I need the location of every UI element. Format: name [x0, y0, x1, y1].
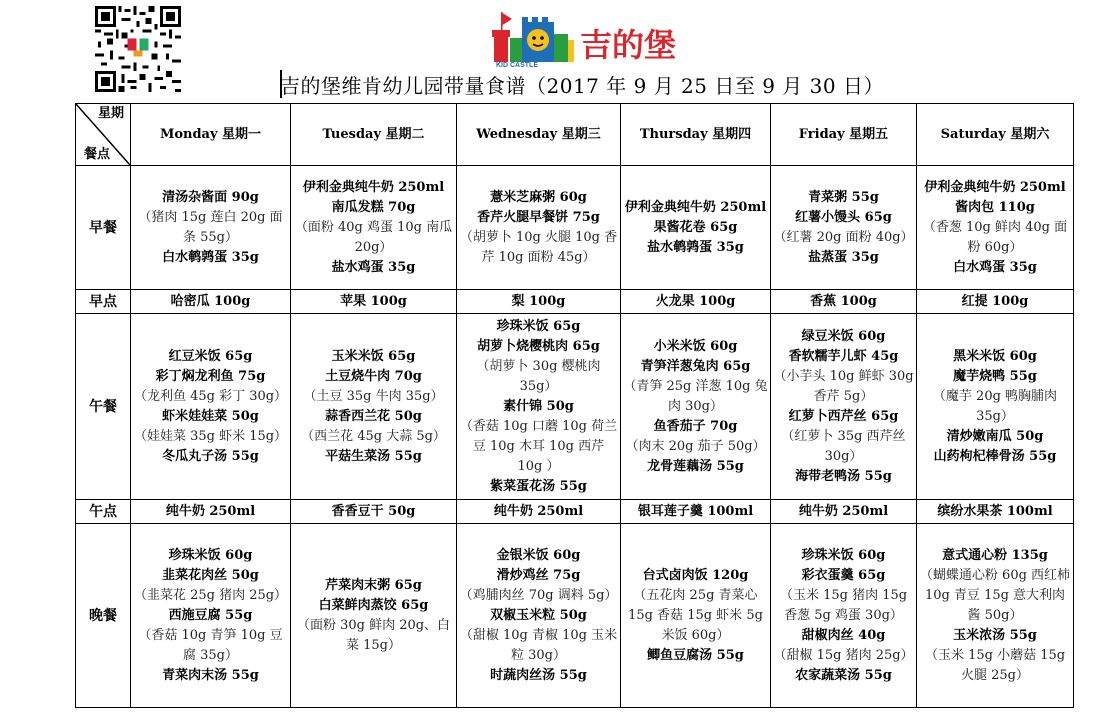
- dish-name: 山药枸杞棒骨汤 55g: [933, 448, 1057, 464]
- menu-cell: [771, 166, 917, 290]
- dish-ingredients: （红薯 20g 面粉 40g）: [773, 229, 914, 245]
- dish-ingredients: （鸡脯肉丝 70g 调料 5g）: [459, 587, 618, 603]
- dish-name: 青菜肉末汤 55g: [162, 667, 259, 683]
- menu-cell: [457, 314, 621, 500]
- dish-ingredients: （魔芋 20g 鸭胸脯肉 35g）: [932, 388, 1058, 424]
- dish-ingredients: （韭菜花 25g 猪肉 25g）: [133, 587, 288, 603]
- dish-name: 青笋洋葱兔肉 65g: [640, 358, 751, 374]
- dish-ingredients: （香葱 10g 鲜肉 40g 面粉 60g）: [922, 219, 1068, 255]
- page-title: 吉的堡维肯幼儿园带量食谱（2017 年 9 月 25 日至 9 月 30 日）: [280, 74, 884, 98]
- dish-name: 青菜粥 55g: [808, 189, 879, 205]
- dish-name: 滑炒鸡丝 75g: [496, 567, 581, 583]
- meal-row-dinner: [76, 524, 1074, 708]
- dish-name: 平菇生菜汤 55g: [325, 448, 422, 464]
- corner-meal-label: 餐点: [84, 147, 111, 162]
- menu-cell: [457, 166, 621, 290]
- dish-name: 小米米饭 60g: [653, 338, 738, 354]
- day-header: Friday 星期五: [771, 104, 917, 166]
- menu-cell: 香香豆干 50g: [291, 500, 457, 524]
- dish-name: 西施豆腐 55g: [168, 607, 253, 623]
- dish-name: 芹菜肉末粥 65g: [325, 577, 422, 593]
- menu-cell: 火龙果 100g: [621, 290, 771, 314]
- menu-cell: 纯牛奶 250ml: [131, 500, 291, 524]
- menu-cell: [917, 314, 1074, 500]
- dish-name: 盐水鸡蛋 35g: [331, 259, 416, 275]
- dish-name: 白水鹌鹑蛋 35g: [162, 249, 259, 265]
- dish-name: 意式通心粉 135g: [942, 547, 1048, 563]
- dish-name: 金银米饭 60g: [496, 547, 581, 563]
- dish-name: 鲫鱼豆腐汤 55g: [647, 647, 744, 663]
- dish-name: 时蔬肉丝汤 55g: [490, 667, 587, 683]
- menu-cell: 红提 100g: [917, 290, 1074, 314]
- dish-name: 南瓜发糕 70g: [331, 199, 416, 215]
- menu-cell: [457, 524, 621, 708]
- menu-cell: [621, 524, 771, 708]
- logo-subtitle: KID CASTLE: [496, 62, 538, 68]
- menu-cell: 缤纷水果茶 100ml: [917, 500, 1074, 524]
- dish-ingredients: （面粉 40g 鸡蛋 10g 南瓜 20g）: [294, 219, 453, 255]
- dish-name: 双椒玉米粒 50g: [490, 607, 587, 623]
- dish-name: 土豆烧牛肉 70g: [325, 368, 422, 384]
- dish-ingredients: （面粉 30g 鲜肉 20g、白菜 15g）: [296, 617, 451, 653]
- dish-ingredients: （玉米 15g 小蘑菇 15g 火腿 25g）: [924, 647, 1066, 683]
- dish-name: 胡萝卜烧樱桃肉 65g: [477, 338, 600, 354]
- dish-ingredients: （西兰花 45g 大蒜 5g）: [301, 428, 446, 444]
- dish-name: 玉米浓汤 55g: [953, 627, 1037, 643]
- dish-name: 红薯小馒头 65g: [795, 209, 892, 225]
- dish-name: 黑米米饭 60g: [953, 348, 1037, 364]
- meal-label: 午点: [76, 500, 131, 524]
- dish-ingredients: （龙利鱼 45g 彩丁 30g）: [133, 388, 288, 404]
- dish-name: 彩衣蛋羹 65g: [801, 567, 886, 583]
- menu-cell: [131, 524, 291, 708]
- dish-name: 白水鸡蛋 35g: [953, 259, 1037, 275]
- dish-name: 鱼香茄子 70g: [653, 418, 738, 434]
- day-header: Monday 星期一: [131, 104, 291, 166]
- dish-ingredients: （小芋头 10g 鲜虾 30g 香芹 5g）: [773, 368, 914, 404]
- dish-name: 伊利金典纯牛奶 250ml: [302, 179, 445, 195]
- qr-code: [95, 6, 181, 92]
- menu-cell: 纯牛奶 250ml: [771, 500, 917, 524]
- dish-name: 酱肉包 110g: [955, 199, 1035, 215]
- dish-ingredients: （玉米 15g 猪肉 15g 香葱 5g 鸡蛋 30g）: [779, 587, 908, 623]
- dish-ingredients: （土豆 35g 牛肉 35g）: [303, 388, 444, 404]
- dish-ingredients: （肉末 20g 茄子 50g）: [625, 438, 766, 454]
- dish-name: 台式卤肉饭 120g: [642, 567, 749, 583]
- dish-ingredients: （胡萝卜 10g 火腿 10g 香芹 10g 面粉 45g）: [459, 229, 618, 265]
- day-header: Tuesday 星期二: [291, 104, 457, 166]
- dish-name: 红豆米饭 65g: [168, 348, 253, 364]
- dish-name: 龙骨莲藕汤 55g: [647, 458, 744, 474]
- meal-row-breakfast: [76, 166, 1074, 290]
- dish-ingredients: （五花肉 25g 青菜心 15g 香菇 15g 虾米 5g 米饭 60g）: [628, 587, 763, 643]
- menu-table: [75, 103, 1074, 708]
- dish-name: 红萝卜西芹丝 65g: [788, 408, 899, 424]
- menu-cell: 苹果 100g: [291, 290, 457, 314]
- dish-name: 薏米芝麻粥 60g: [490, 189, 587, 205]
- dish-name: 魔芋烧鸭 55g: [953, 368, 1037, 384]
- menu-cell: 哈密瓜 100g: [131, 290, 291, 314]
- menu-cell: [131, 314, 291, 500]
- dish-name: 素什锦 50g: [503, 398, 574, 414]
- dish-name: 韭菜花肉丝 50g: [162, 567, 259, 583]
- menu-cell: [131, 166, 291, 290]
- dish-name: 白菜鲜肉蒸饺 65g: [318, 597, 429, 613]
- day-header: Wednesday 星期三: [457, 104, 621, 166]
- dish-name: 珍珠米饭 65g: [496, 318, 581, 334]
- dish-ingredients: （猪肉 15g 莲白 20g 面条 55g）: [138, 209, 283, 245]
- menu-cell: [621, 314, 771, 500]
- dish-name: 彩丁焖龙利鱼 75g: [155, 368, 266, 384]
- dish-name: 农家蔬菜汤 55g: [795, 667, 892, 683]
- meal-row-afternoon-snack: [76, 500, 1074, 524]
- menu-cell: [771, 314, 917, 500]
- menu-cell: [621, 166, 771, 290]
- logo-name: 吉的堡: [580, 26, 677, 64]
- dish-ingredients: （蝴蝶通心粉 60g 西红柿 10g 青豆 15g 意大利肉酱 50g）: [919, 567, 1071, 623]
- menu-cell: [291, 166, 457, 290]
- menu-cell: [291, 524, 457, 708]
- dish-name: 甜椒肉丝 40g: [801, 627, 886, 643]
- menu-cell: 梨 100g: [457, 290, 621, 314]
- corner-day-label: 星期: [97, 106, 124, 121]
- meal-label: 午餐: [76, 314, 131, 500]
- dish-ingredients: （娃娃菜 35g 虾米 15g）: [133, 428, 288, 444]
- meal-label: 早点: [76, 290, 131, 314]
- dish-ingredients: （红萝卜 35g 西芹丝 30g）: [781, 428, 906, 464]
- dish-ingredients: （香菇 10g 口蘑 10g 荷兰豆 10g 木耳 10g 西芹 10g ）: [459, 418, 618, 474]
- menu-cell: 纯牛奶 250ml: [457, 500, 621, 524]
- dish-name: 清汤杂酱面 90g: [162, 189, 259, 205]
- dish-name: 果酱花卷 65g: [653, 219, 738, 235]
- day-header: Saturday 星期六: [917, 104, 1074, 166]
- menu-cell: [917, 166, 1074, 290]
- dish-ingredients: （青笋 25g 洋葱 10g 兔肉 30g）: [623, 378, 768, 414]
- dish-name: 冬瓜丸子汤 55g: [162, 448, 259, 464]
- dish-name: 绿豆米饭 60g: [801, 328, 886, 344]
- dish-name: 伊利金典纯牛奶 250ml: [924, 179, 1066, 195]
- dish-name: 伊利金典纯牛奶 250ml: [624, 199, 767, 215]
- dish-name: 紫菜蛋花汤 55g: [490, 478, 587, 494]
- dish-name: 香芹火腿早餐饼 75g: [477, 209, 600, 225]
- dish-ingredients: （香菇 10g 青笋 10g 豆腐 35g）: [138, 627, 283, 663]
- dish-ingredients: （甜椒 15g 猪肉 25g）: [773, 647, 914, 663]
- day-header: Thursday 星期四: [621, 104, 771, 166]
- dish-name: 玉米米饭 65g: [331, 348, 416, 364]
- menu-cell: 香蕉 100g: [771, 290, 917, 314]
- meal-row-lunch: [76, 314, 1074, 500]
- meal-row-morning-snack: [76, 290, 1074, 314]
- dish-ingredients: （胡萝卜 30g 樱桃肉 35g）: [476, 358, 601, 394]
- dish-name: 清炒嫩南瓜 50g: [946, 428, 1044, 444]
- dish-ingredients: （甜椒 10g 青椒 10g 玉米粒 30g）: [459, 627, 618, 663]
- dish-name: 盐蒸蛋 35g: [808, 249, 879, 265]
- kid-castle-logo: [492, 8, 702, 68]
- dish-name: 珍珠米饭 60g: [801, 547, 886, 563]
- menu-cell: 银耳莲子羹 100ml: [621, 500, 771, 524]
- meal-label: 晚餐: [76, 524, 131, 708]
- dish-name: 珍珠米饭 60g: [168, 547, 253, 563]
- menu-cell: [917, 524, 1074, 708]
- dish-name: 海带老鸭汤 55g: [795, 468, 892, 484]
- menu-cell: [291, 314, 457, 500]
- menu-cell: [771, 524, 917, 708]
- dish-name: 虾米娃娃菜 50g: [162, 408, 259, 424]
- meal-label: 早餐: [76, 166, 131, 290]
- corner-header: [76, 104, 131, 166]
- dish-name: 蒜香西兰花 50g: [325, 408, 422, 424]
- dish-name: 香软糯芋儿虾 45g: [788, 348, 899, 364]
- dish-name: 盐水鹌鹑蛋 35g: [647, 239, 744, 255]
